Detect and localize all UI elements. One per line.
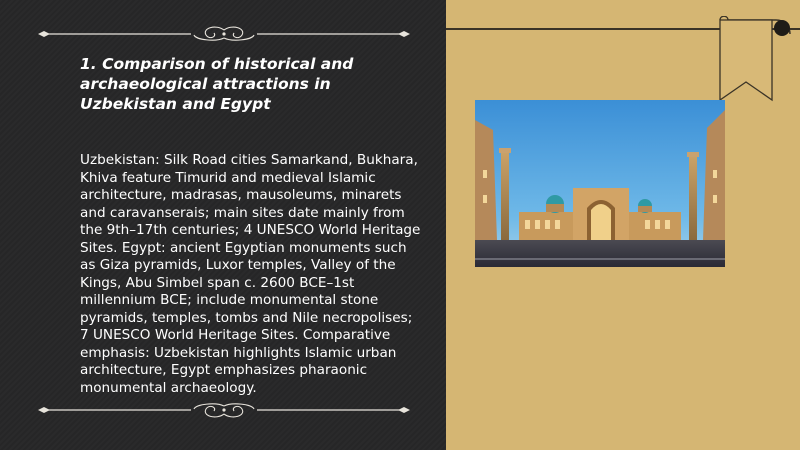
samarkand-registan-photo <box>475 100 725 267</box>
bookmark-ribbon-icon <box>718 16 796 102</box>
flourish-divider-icon <box>36 402 412 418</box>
slide-title: 1. Comparison of historical and archaeological attractions in Uzbekistan and Egypt <box>80 55 354 113</box>
flourish-divider-icon <box>36 26 412 42</box>
slide-body-text: Uzbekistan: Silk Road cities Samarkand, Bukhara, Khiva feature Timurid and medieval Islamic architecture, madrasas, mausoleums, minarets and caravanserais; main sites date mainly from the 9th–17th centuries; 4 UNESCO World Heritage Sites. Egypt: ancient Egyptian monuments such as Giza pyramids, Luxor temples, Valley of the Kings, Abu Simbel span c. 2600 BCE–1st millennium BCE; include monumental stone pyramids, temples, tombs and Nile necropolises; 7 UNESCO World Heritage Sites. Comparative emphasis: Uzbekistan highlights Islamic urban architecture, Egypt emphasizes pharaonic monumental archaeology. <box>80 152 421 396</box>
